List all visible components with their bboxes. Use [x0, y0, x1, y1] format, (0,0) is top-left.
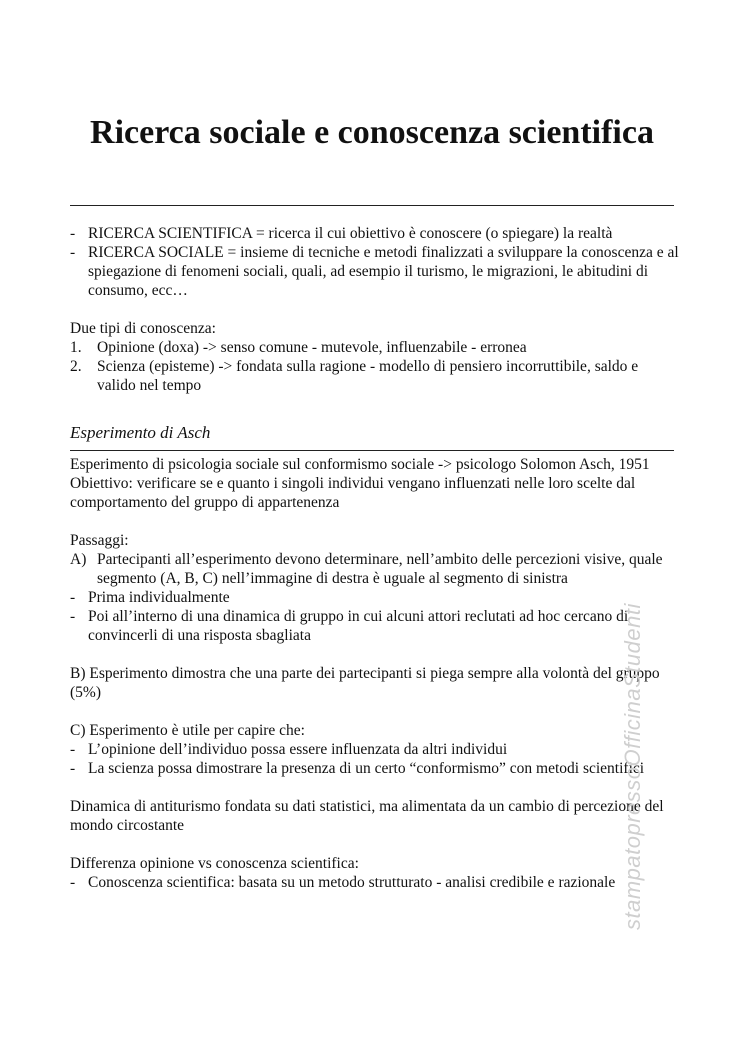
- list-item: [70, 357, 680, 395]
- list-number: 2.: [70, 358, 82, 375]
- intro-section: [70, 224, 680, 395]
- list-item: [70, 338, 680, 357]
- list-item: - RICERCA SOCIALE = insieme di tecniche e metodi finalizzati a sviluppare la conoscenza e al spiegazione di fenomeni sociali, quali, ad esempio il turismo, le migrazioni, le abitudini di consumo, ecc…: [70, 244, 679, 299]
- list-item-text: Conoscenza scientifica: basata su un metodo strutturato - analisi credibile e razionale: [88, 874, 616, 891]
- list-item: - La scienza possa dimostrare la presenza di un certo “conformismo” con metodi scientifici: [70, 760, 645, 777]
- page-title: Ricerca sociale e conoscenza scientifica: [90, 114, 654, 151]
- diff-heading: Differenza opinione vs conoscenza scientifica:: [70, 855, 359, 872]
- list-item: - RICERCA SCIENTIFICA = ricerca il cui obiettivo è conoscere (o spiegare) la realtà: [70, 225, 613, 242]
- list-item: - Prima individualmente: [70, 589, 230, 606]
- list-item-text: Prima individualmente: [88, 589, 230, 606]
- step-b: B) Esperimento dimostra che una parte dei partecipanti si piega sempre alla volontà del gruppo (5%): [70, 665, 660, 701]
- list-number: 1.: [70, 339, 82, 356]
- antiturismo-paragraph: Dinamica di antiturismo fondata su dati statistici, ma alimentata da un cambio di percezione del mondo circostante: [70, 798, 664, 834]
- step-text: Partecipanti all’esperimento devono determinare, nell’ambito delle percezioni visive, quale segmento (A, B, C) nell’immagine di destra è uguale al segmento di sinistra: [97, 551, 663, 587]
- list-item-text: Opinione (doxa) -> senso comune - mutevole, influenzabile - erronea: [97, 339, 527, 356]
- asch-section: [70, 455, 680, 892]
- watermark: stampatopressoOfficinaStudenti: [620, 603, 645, 930]
- section-divider: [70, 450, 674, 451]
- list-item: - Conoscenza scientifica: basata su un metodo strutturato - analisi credibile e razionale: [70, 874, 616, 891]
- step-a: [70, 550, 680, 588]
- title-divider: [70, 205, 674, 206]
- step-c: C) Esperimento è utile per capire che:: [70, 722, 305, 739]
- section-heading: Esperimento di Asch: [70, 423, 211, 442]
- step-marker: A): [70, 551, 87, 568]
- types-heading: Due tipi di conoscenza:: [70, 320, 216, 337]
- list-item-text: La scienza possa dimostrare la presenza di un certo “conformismo” con metodi scientifici: [88, 760, 645, 777]
- asch-description: Esperimento di psicologia sociale sul conformismo sociale -> psicologo Solomon Asch, 1951: [70, 456, 650, 473]
- list-item-text: RICERCA SOCIALE = insieme di tecniche e metodi finalizzati a sviluppare la conoscenza e al spiegazione di fenomeni sociali, quali, ad esempio il turismo, le migrazioni, le abitudini di consumo, ecc…: [88, 244, 679, 299]
- list-item-text: RICERCA SCIENTIFICA = ricerca il cui obiettivo è conoscere (o spiegare) la realtà: [88, 225, 613, 242]
- list-item: - L’opinione dell’individuo possa essere influenzata da altri individui: [70, 741, 508, 758]
- steps-heading: Passaggi:: [70, 532, 129, 549]
- list-item-text: Scienza (episteme) -> fondata sulla ragione - modello di pensiero incorruttibile, saldo e valido nel tempo: [97, 358, 639, 394]
- list-item-text: Poi all’interno di una dinamica di gruppo in cui alcuni attori reclutati ad hoc cercano di convincerli di una risposta sbagliata: [88, 608, 629, 644]
- list-item: - Poi all’interno di una dinamica di gruppo in cui alcuni attori reclutati ad hoc cercano di convincerli di una risposta sbagliata: [70, 608, 629, 644]
- asch-goal: Obiettivo: verificare se e quanto i singoli individui vengano influenzati nelle loro scelte dal comportamento del gruppo di appartenenza: [70, 475, 636, 511]
- list-item-text: L’opinione dell’individuo possa essere influenzata da altri individui: [88, 741, 508, 758]
